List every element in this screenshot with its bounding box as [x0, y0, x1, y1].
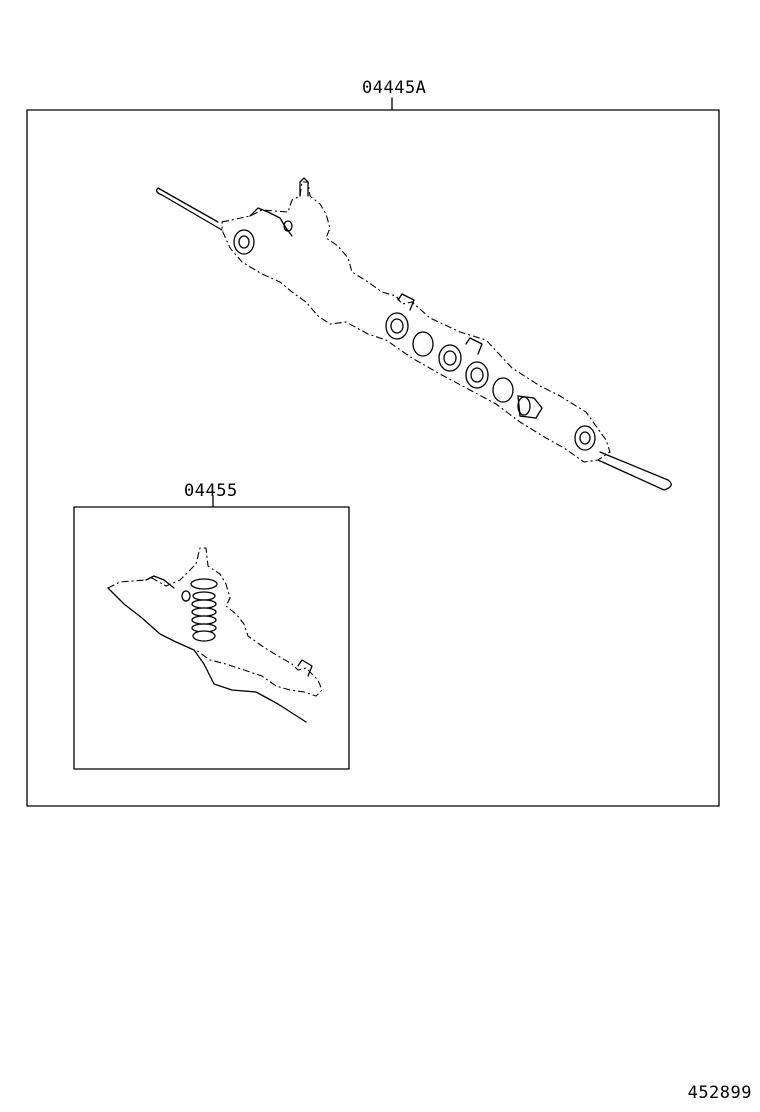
- diagram-number: 452899: [687, 1083, 752, 1103]
- main-kit-part-number: 04445A: [362, 78, 427, 98]
- sub-kit-part-number: 04455: [184, 481, 238, 501]
- steering-rack-assembly: [157, 178, 672, 490]
- pinion-valve-detail: [108, 548, 322, 722]
